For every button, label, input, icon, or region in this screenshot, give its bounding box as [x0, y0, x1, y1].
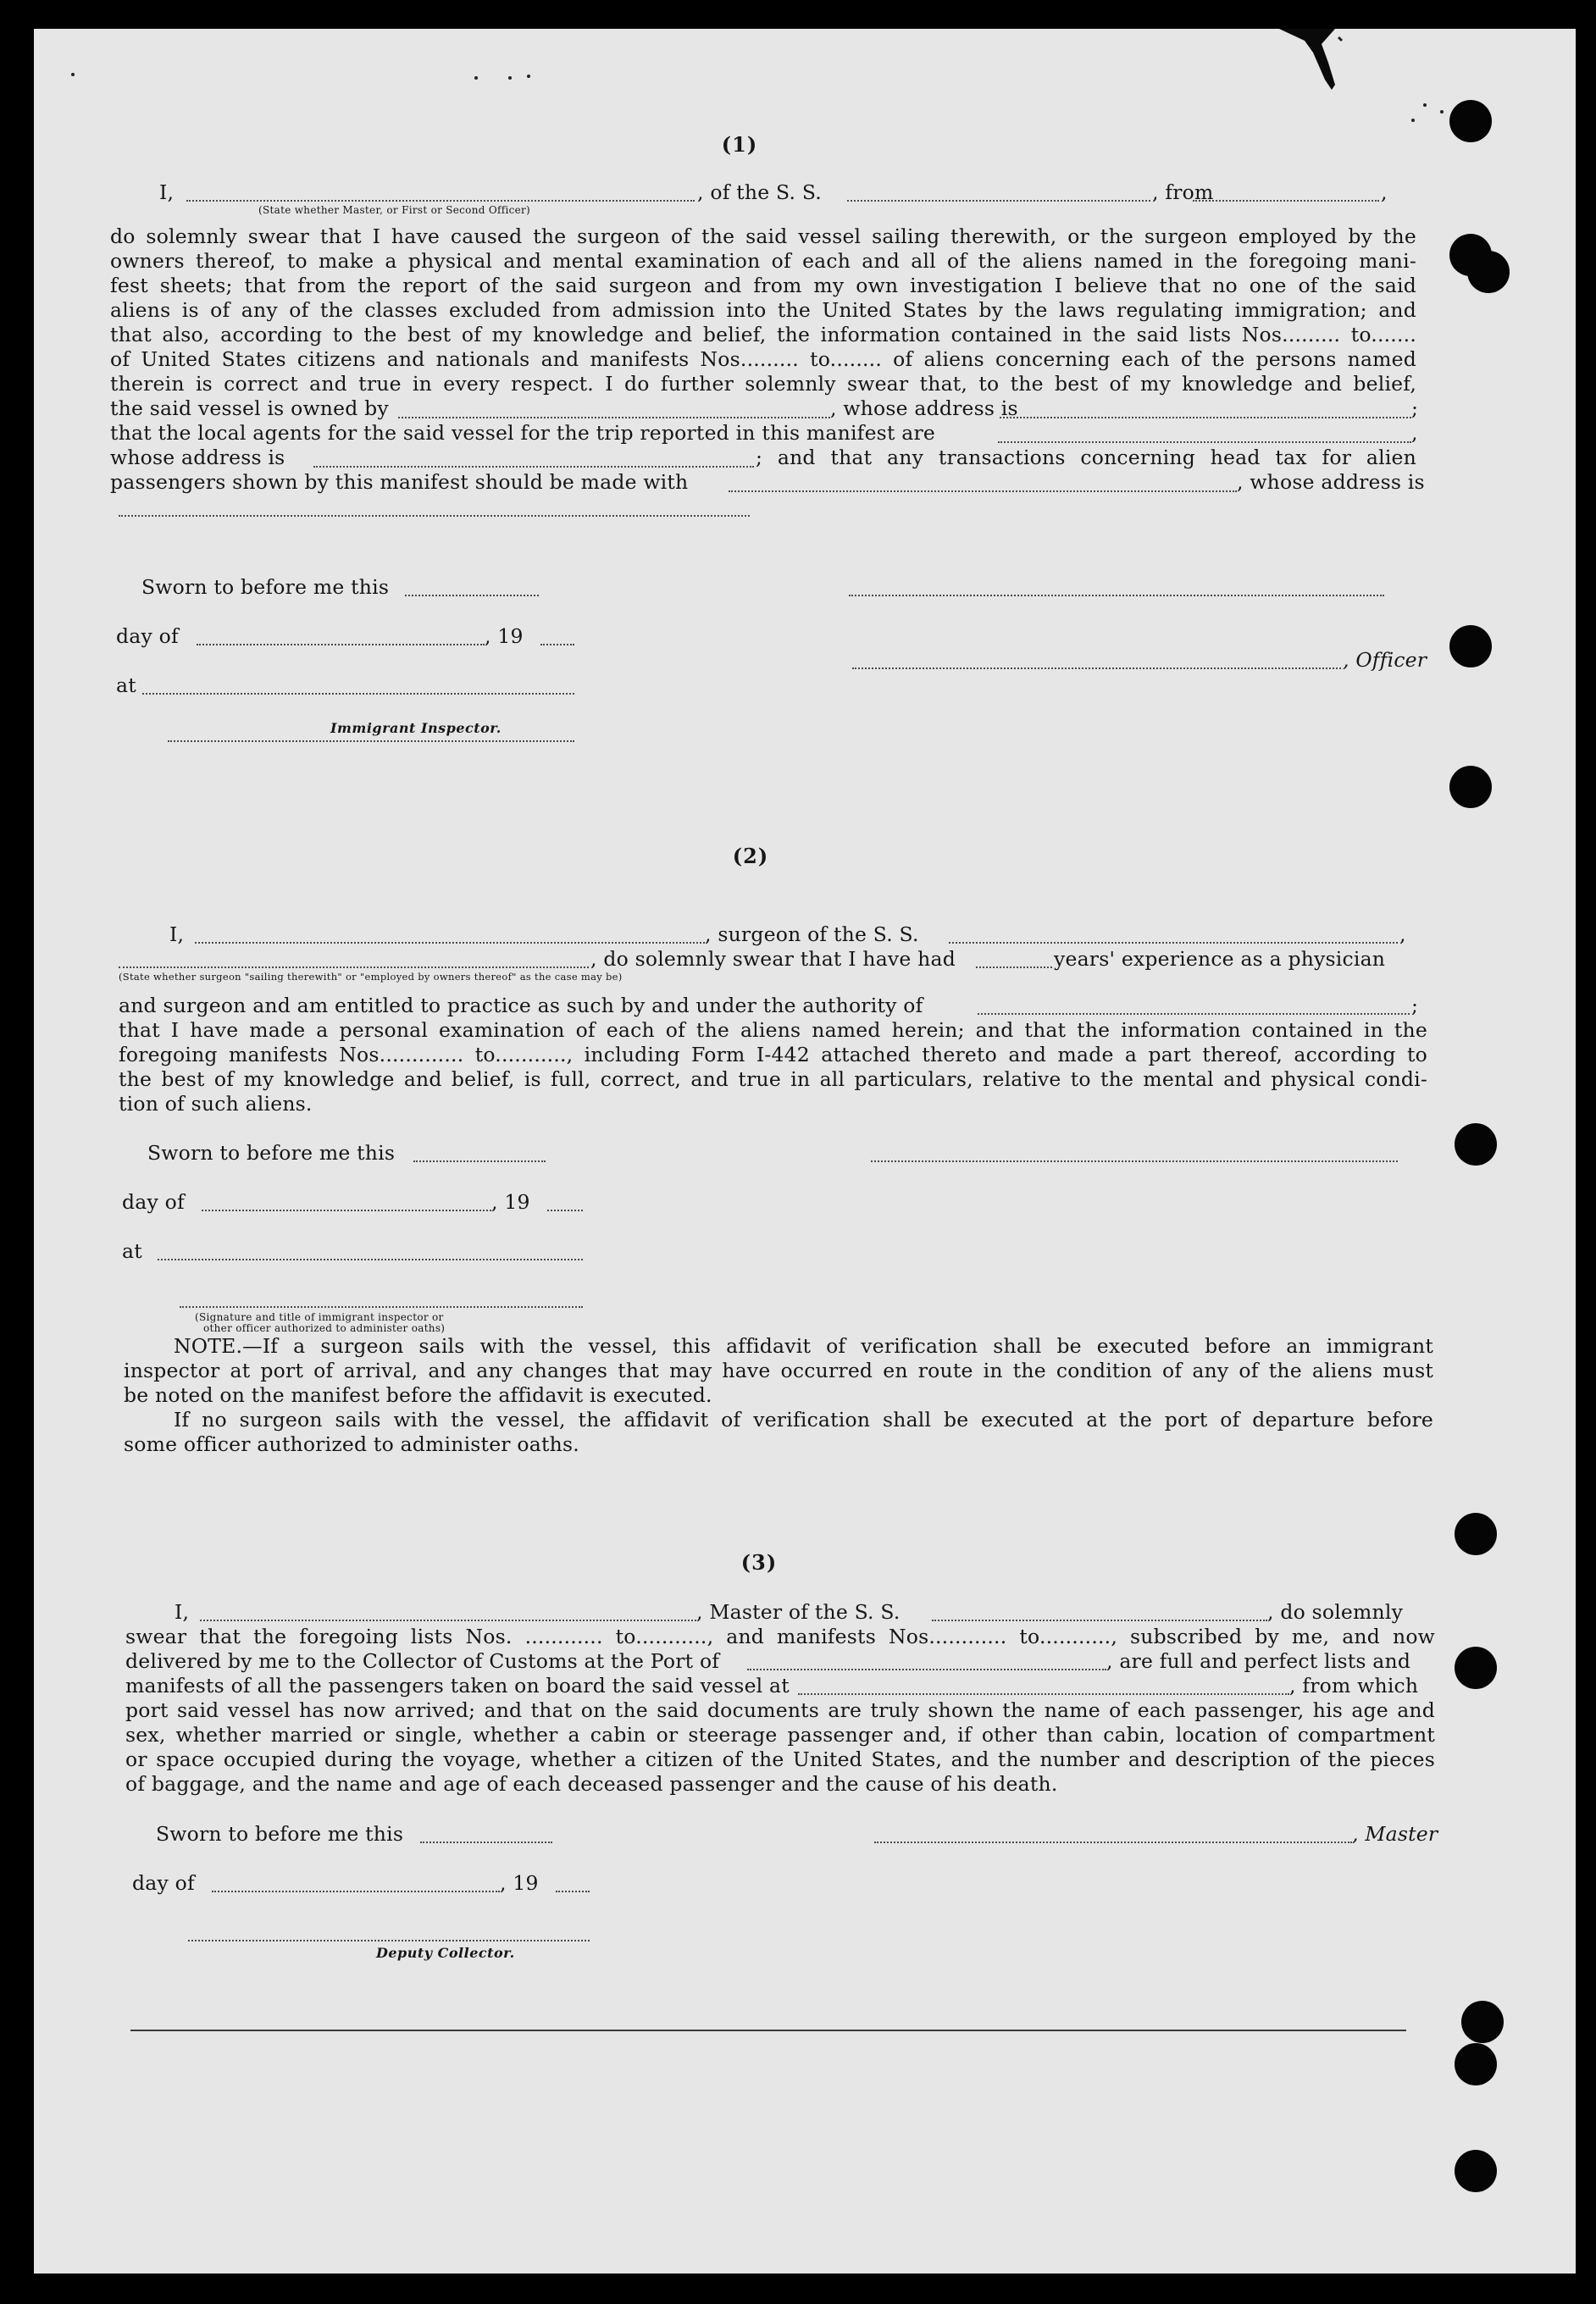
s3-collector-signature-field[interactable]: [188, 1940, 590, 1941]
s1-body-line-5: that also, according to the best of my knowledge and belief, the information contained in the said lists Nos......... to.......: [110, 323, 1416, 346]
s3-port-text: , are full and perfect lists and: [1106, 1649, 1411, 1673]
s1-day-label: day of: [116, 624, 179, 648]
s3-year-label: , 19: [500, 1871, 539, 1895]
section-2-heading: (2): [732, 844, 769, 868]
s2-body-line-1: that I have made a personal examination of each of the aliens named herein; and that the information contained in the: [119, 1018, 1427, 1042]
s3-line1-ss: , Master of the S. S.: [696, 1600, 901, 1624]
s3-line1-i: I,: [175, 1600, 190, 1624]
s2-note2-line-2: some officer authorized to administer oaths.: [124, 1432, 579, 1456]
s2-body-last: tion of such aliens.: [119, 1092, 313, 1116]
s1-passengers-address-label: , whose address is: [1237, 470, 1425, 494]
s3-collector-caption: Deputy Collector.: [376, 1945, 515, 1961]
s1-ship-field[interactable]: [847, 200, 1150, 202]
s1-inspector-signature-field[interactable]: [168, 740, 574, 742]
s3-ship-field[interactable]: [932, 1620, 1267, 1621]
s3-port-field[interactable]: [747, 1669, 1106, 1670]
s1-headtax-text: ; and that any transactions concerning head tax for alien: [756, 446, 1416, 469]
s2-sworn-label: Sworn to before me this: [147, 1141, 396, 1165]
s3-board-field[interactable]: [798, 1693, 1289, 1695]
s3-board-label: manifests of all the passengers taken on board the said vessel at: [125, 1674, 790, 1698]
s2-line1-i: I,: [169, 922, 185, 946]
s1-agents-address-field[interactable]: [313, 466, 754, 468]
s2-note-line-3: be noted on the manifest before the affidavit is executed.: [124, 1383, 712, 1407]
s2-surgeon-status-field[interactable]: [119, 966, 589, 968]
s1-owner-address-field[interactable]: [1000, 417, 1411, 418]
punch-hole: [1449, 100, 1492, 142]
s3-body-last: of baggage, and the name and age of each deceased passenger and the cause of his death.: [125, 1772, 1058, 1796]
s2-ship-field[interactable]: [949, 942, 1398, 944]
s3-body-line-1: port said vessel has now arrived; and that on the said documents are truly shown the name of each passenger, his age and: [125, 1698, 1435, 1722]
s3-board-text: , from which: [1289, 1674, 1419, 1698]
paper-speck: [1423, 103, 1427, 107]
s1-body-line-6: of United States citizens and nationals and manifests Nos......... to........ of aliens concerning each of the persons named: [110, 347, 1416, 371]
s2-signature-caption-1: (Signature and title of immigrant inspector or: [195, 1311, 444, 1323]
s1-owned-semicolon: ;: [1411, 396, 1419, 420]
s2-status-caption: (State whether surgeon "sailing therewith" or "employed by owners thereof" as the case may be): [119, 971, 623, 983]
section-1-heading: (1): [721, 132, 758, 157]
punch-hole: [1455, 2043, 1497, 2085]
s3-lists-line: swear that the foregoing lists Nos. ............ to..........., and manifests Nos............ to..........., subscribed by me, and now: [125, 1625, 1435, 1648]
s1-body-line-7: therein is correct and true in every respect. I do further solemnly swear that, to the best of my knowledge and belief,: [110, 372, 1416, 396]
s1-line1-comma: ,: [1381, 180, 1388, 204]
punch-hole: [1461, 2001, 1504, 2043]
s1-headtax-address-field[interactable]: [119, 515, 750, 517]
punch-hole: [1467, 251, 1510, 293]
bottom-rule: [130, 2030, 1406, 2031]
s2-body-line-2: foregoing manifests Nos............. to..........., including Form I-442 attached thereto and made a part thereof, according to: [119, 1043, 1427, 1066]
s3-port-label: delivered by me to the Collector of Customs at the Port of: [125, 1649, 720, 1673]
s1-day-field[interactable]: [197, 644, 485, 645]
s3-day-field[interactable]: [212, 1891, 500, 1892]
s1-year-label: , 19: [485, 624, 524, 648]
torn-corner-mark: [1254, 29, 1389, 114]
s2-note2-line-1: If no surgeon sails with the vessel, the affidavit of verification shall be executed at the port of departure before: [174, 1408, 1433, 1432]
s1-officer-signature-field[interactable]: [849, 595, 1384, 596]
s1-body-line-1: do solemnly swear that I have caused the surgeon of the said vessel sailing therewith, or the surgeon employed by the: [110, 224, 1416, 248]
s1-headtax-party-field[interactable]: [729, 490, 1237, 492]
punch-hole: [1455, 1123, 1497, 1166]
form-sheet: [34, 29, 1576, 2274]
s2-surgeon-name-field[interactable]: [195, 942, 705, 944]
s1-at-field[interactable]: [142, 693, 574, 695]
s3-year-field[interactable]: [556, 1891, 590, 1892]
s1-body-line-2: owners thereof, to make a physical and mental examination of each and all of the aliens named in the foregoing mani-: [110, 249, 1416, 273]
s2-swear-text: , do solemnly swear that I have had: [590, 947, 956, 971]
paper-speck: [1440, 110, 1444, 114]
s3-body-line-3: or space occupied during the voyage, whether a citizen of the United States, and the number and description of the pieces: [125, 1747, 1435, 1771]
s2-at-field[interactable]: [158, 1259, 583, 1260]
s2-line1-comma: ,: [1399, 922, 1406, 946]
s2-note-line-2: inspector at port of arrival, and any changes that may have occurred en route in the condition of any of the aliens must: [124, 1359, 1433, 1382]
s2-authority-semicolon: ;: [1411, 994, 1419, 1017]
s3-line1-solemnly: , do solemnly: [1267, 1600, 1404, 1624]
s2-authority-label: and surgeon and am entitled to practice as such by and under the authority of: [119, 994, 923, 1017]
s1-line1-from: , from: [1152, 180, 1214, 204]
s3-body-line-2: sex, whether married or single, whether a cabin or steerage passenger and, if other than cabin, location of compartment: [125, 1723, 1435, 1747]
s1-officer-field[interactable]: [186, 200, 695, 202]
s1-line1-i: I,: [159, 180, 175, 204]
punch-hole: [1449, 625, 1492, 667]
paper-speck: [527, 75, 530, 78]
s1-body-line-4: aliens is of any of the classes excluded from admission into the United States by the laws regulating immigration; and: [110, 298, 1416, 322]
s1-officer-label: , Officer: [1343, 648, 1427, 672]
punch-hole: [1455, 2150, 1497, 2192]
s2-line1-ss: , surgeon of the S. S.: [705, 922, 919, 946]
s2-day-label: day of: [122, 1190, 185, 1214]
s1-inspector-caption: Immigrant Inspector.: [330, 720, 502, 736]
punch-hole: [1455, 1513, 1497, 1555]
s1-sworn-date-field[interactable]: [405, 595, 539, 596]
s1-agents-field[interactable]: [998, 441, 1411, 443]
s1-passengers-label: passengers shown by this manifest should be made with: [110, 470, 689, 494]
s2-physician-text: years' experience as a physician: [1054, 947, 1386, 971]
s1-officer-title-field[interactable]: [852, 667, 1341, 669]
s2-sworn-date-field[interactable]: [413, 1160, 546, 1162]
s2-years-field[interactable]: [976, 966, 1052, 968]
s3-master-name-field[interactable]: [200, 1620, 696, 1621]
s1-sworn-label: Sworn to before me this: [141, 575, 390, 599]
paper-speck: [71, 73, 75, 76]
s1-address-label: whose address is: [110, 446, 285, 469]
s2-officer-signature-field[interactable]: [871, 1160, 1398, 1162]
section-3-heading: (3): [740, 1550, 778, 1575]
s3-sworn-date-field[interactable]: [420, 1842, 552, 1843]
s2-at-label: at: [122, 1239, 142, 1263]
s1-owned-address-label: , whose address is: [830, 396, 1018, 420]
s1-officer-caption: (State whether Master, or First or Second Officer): [258, 204, 531, 216]
paper-speck: [1411, 119, 1415, 122]
s1-from-field[interactable]: [1193, 200, 1379, 202]
paper-speck: [508, 76, 512, 80]
s2-inspector-signature-field[interactable]: [180, 1306, 583, 1308]
s2-year-label: , 19: [491, 1190, 530, 1214]
s2-note-line-1: NOTE.—If a surgeon sails with the vessel, this affidavit of verification shall be executed before an immigrant: [174, 1334, 1433, 1358]
s1-agents-label: that the local agents for the said vessel for the trip reported in this manifest are: [110, 421, 936, 445]
s2-day-field[interactable]: [202, 1210, 491, 1211]
s3-day-label: day of: [132, 1871, 195, 1895]
punch-hole: [1449, 766, 1492, 808]
s1-year-field[interactable]: [540, 644, 574, 645]
s1-owner-field[interactable]: [398, 417, 830, 418]
s1-agents-comma: ,: [1411, 421, 1418, 445]
s2-body-line-3: the best of my knowledge and belief, is full, correct, and true in all particulars, relative to the mental and physical condi-: [119, 1067, 1427, 1091]
punch-hole: [1455, 1647, 1497, 1689]
s3-master-signature-field[interactable]: [874, 1842, 1352, 1843]
s2-year-field[interactable]: [547, 1210, 583, 1211]
s2-authority-field[interactable]: [978, 1013, 1410, 1015]
s3-sworn-label: Sworn to before me this: [156, 1822, 404, 1846]
s1-line1-ss: , of the S. S.: [697, 180, 822, 204]
paper-speck: [474, 76, 478, 80]
s3-master-label: , Master: [1352, 1822, 1438, 1846]
s2-signature-caption-2: other officer authorized to administer oaths): [203, 1322, 446, 1334]
s1-at-label: at: [116, 673, 136, 697]
s1-body-line-3: fest sheets; that from the report of the said surgeon and from my own investigation I believe that no one of the said: [110, 274, 1416, 297]
s1-owned-label: the said vessel is owned by: [110, 396, 389, 420]
